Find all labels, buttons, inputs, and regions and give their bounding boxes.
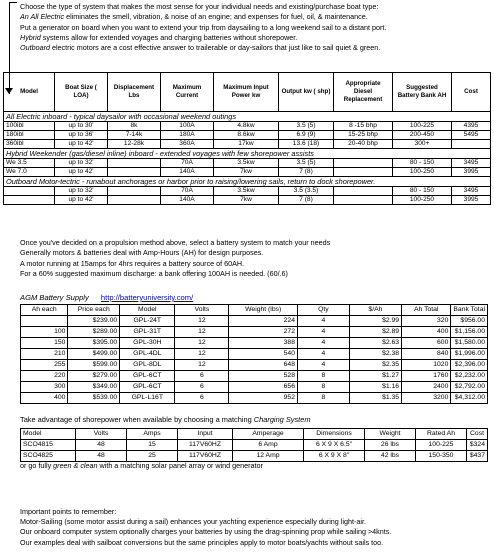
cell: GPL-8DL: [120, 360, 175, 371]
cell: 42 lbs: [365, 451, 416, 462]
cell: 320: [402, 316, 451, 327]
cell: $1.27: [349, 371, 401, 382]
cell: 8: [297, 393, 349, 404]
battery-intro-line-1: Once you've decided on a propulsion method above, select a battery system to match your needs: [20, 238, 331, 247]
cell: 210: [21, 349, 68, 360]
charging-title-em: Charging System: [253, 415, 311, 424]
cell: 952: [229, 393, 298, 404]
section-all-electric: [4, 112, 491, 122]
cell: 4395: [452, 122, 491, 131]
cell: 200-450: [393, 131, 452, 140]
cell: 3.5 (5): [279, 159, 334, 168]
intro-line-4: [20, 33, 490, 43]
cell: 4: [297, 327, 349, 338]
cell: 70A: [161, 187, 214, 196]
cell: 48: [76, 451, 127, 462]
cell: $1,996.00: [451, 349, 488, 360]
cell: GPL-4DL: [120, 349, 175, 360]
cell: 13.6 (18): [279, 140, 334, 149]
cell: 100: [21, 327, 68, 338]
cell: 6: [175, 382, 229, 393]
cell: 3.5kw: [214, 159, 279, 168]
cell: 7 (8): [279, 168, 334, 177]
cell: $1.16: [349, 382, 401, 393]
cell: $2,792.00: [451, 382, 488, 393]
intro-line-5-rest: electric motors are a cost effective answer to trailerable or day-sailors that just like to sail quiet & green.: [49, 43, 381, 53]
chg-col-volts: Volts: [76, 429, 127, 440]
col-output: Output kw ( shp): [279, 73, 334, 112]
intro-line-5: [20, 43, 490, 53]
green-rest: with a matching solar panel array or wind generator: [97, 461, 263, 470]
cell: $1,580.00: [451, 338, 488, 349]
cell: [108, 196, 161, 205]
cell: 7-14k: [108, 131, 161, 140]
cell: SCO4815: [21, 440, 76, 451]
section-outboard: [4, 177, 491, 187]
cell: 12: [175, 338, 229, 349]
cell: [334, 168, 393, 177]
cell: 300: [21, 382, 68, 393]
cell: [334, 187, 393, 196]
cell: 6: [175, 371, 229, 382]
cell: 15-25 bhp: [334, 131, 393, 140]
cell: 6 X 9 X 6.5": [304, 440, 365, 451]
agm-header-row: [21, 305, 488, 316]
notes-line-1: Motor-Sailing (some motor assist during a sail) enhances your yachting experience especially during light-air.: [20, 517, 366, 527]
cell: 4: [297, 349, 349, 360]
cell: [334, 159, 393, 168]
cell: [108, 159, 161, 168]
cell: 80 - 150: [393, 187, 452, 196]
intro-text: [20, 2, 490, 53]
cell: 8.6kw: [214, 131, 279, 140]
cell: $599.00: [68, 360, 120, 371]
cell: 12: [175, 349, 229, 360]
cell: SCO4825: [21, 451, 76, 462]
table-row: [21, 382, 488, 393]
cell: GPL-L16T: [120, 393, 175, 404]
table-row: [21, 327, 488, 338]
cell: 15: [127, 440, 178, 451]
cell: 4.8kw: [214, 122, 279, 131]
cell: [334, 196, 393, 205]
cell: We 3.5: [4, 159, 55, 168]
green-prefix: or go fully: [20, 461, 54, 470]
chg-col-cost: Cost: [467, 429, 488, 440]
cell: GPL-24T: [120, 316, 175, 327]
cell: up to 32': [55, 159, 108, 168]
battery-intro: [20, 238, 330, 279]
cell: 7kw: [214, 196, 279, 205]
col-displacement: Displacement Lbs: [108, 73, 161, 112]
cell: 140A: [161, 168, 214, 177]
chg-col-amps: Amps: [127, 429, 178, 440]
cell: 12 Amp: [233, 451, 304, 462]
agm-col-price: Price each: [68, 305, 120, 316]
cell: 400: [21, 393, 68, 404]
battery-intro-line-3: A motor running at 15amps for 4hrs requires a battery source of 60AH.: [20, 258, 245, 268]
section-title: Hybrid Weekender (gas/diesel inline) inboard - extended voyages with few shorepower assists: [4, 149, 491, 159]
cell: 180ibl: [4, 131, 55, 140]
cell: 4: [297, 360, 349, 371]
battery-intro-line-4: For a 60% suggested maximum discharge: a bank offering 100AH is needed. (60/.6): [20, 268, 288, 278]
cell: 648: [229, 360, 298, 371]
intro-all-electric: An All Electric: [20, 12, 65, 22]
cell: GPL-30H: [120, 338, 175, 349]
charging-heading: [20, 415, 310, 424]
cell: 6: [175, 393, 229, 404]
battery-university-link[interactable]: http://batteryuniversity.com/: [100, 293, 194, 302]
cell: 4: [297, 316, 349, 327]
table-row: [21, 393, 488, 404]
notes-line-3: Our examples deal with sailboat conversions but the same principles apply to motor boats/yachts without sails too.: [20, 537, 384, 547]
agm-title: AGM Battery Supply: [20, 293, 89, 302]
cell: $956.00: [451, 316, 488, 327]
cell: 272: [229, 327, 298, 338]
cell: 3995: [452, 168, 491, 177]
cell: 840: [402, 349, 451, 360]
battery-intro-line-2: Generally motors & batteries deal with Amp-Hours (AH) for design purposes.: [20, 248, 264, 258]
charging-header-row: [21, 429, 488, 440]
chg-col-weight: Weight: [365, 429, 416, 440]
col-boat-size: Boat Size ( LOA): [55, 73, 108, 112]
cell: up to 42': [55, 168, 108, 177]
cell: 300+: [393, 140, 452, 149]
cell: 117V60HZ: [178, 451, 233, 462]
agm-col-weight: Weight (lbs): [229, 305, 298, 316]
cell: $2,232.00: [451, 371, 488, 382]
cell: 8: [297, 382, 349, 393]
cell: 400: [402, 327, 451, 338]
cell: 80 - 150: [393, 159, 452, 168]
cell: 388: [229, 338, 298, 349]
cell: 255: [21, 360, 68, 371]
cell: 1020: [402, 360, 451, 371]
cell: 150: [21, 338, 68, 349]
cell: GPL-6CT: [120, 382, 175, 393]
cell: 25: [127, 451, 178, 462]
cell: 3.5 (3.5): [279, 187, 334, 196]
table-row: [21, 371, 488, 382]
cell: 12: [175, 327, 229, 338]
table-row: [4, 196, 491, 205]
intro-outboard: Outboard: [20, 43, 50, 53]
cell: 528: [229, 371, 298, 382]
chg-col-amperage: Amperage: [233, 429, 304, 440]
cell: $349.00: [68, 382, 120, 393]
systems-header-row: [4, 73, 491, 112]
cell: up to 30': [55, 122, 108, 131]
cell: 4: [297, 338, 349, 349]
intro-line-3: Put a generator on board when you want to extend your trip from daysailing to a long weekend sail to a distant port.: [20, 22, 387, 32]
cell: $289.00: [68, 327, 120, 338]
cell: $499.00: [68, 349, 120, 360]
cell: up to 42': [55, 196, 108, 205]
table-row: [21, 338, 488, 349]
agm-table: [20, 304, 488, 404]
chg-col-model: Model: [21, 429, 76, 440]
cell: 20-40 bhp: [334, 140, 393, 149]
cell: 8k: [108, 122, 161, 131]
cell: up to 32': [55, 187, 108, 196]
cell: 8 -15 bhp: [334, 122, 393, 131]
charging-table: [20, 428, 488, 462]
cell: 70A: [161, 159, 214, 168]
cell: $4,312.00: [451, 393, 488, 404]
intro-line-2: [20, 12, 490, 22]
intro-line-4-rest: systems allow for extended voyages and charging batteries without shorepower.: [40, 32, 298, 42]
cell: 17kw: [214, 140, 279, 149]
important-notes: [20, 507, 391, 548]
table-row: [4, 168, 491, 177]
charging-title-prefix: Take advantage of shorepower when available by choosing a matching: [20, 415, 252, 424]
chg-col-rated-ah: Rated Ah: [416, 429, 467, 440]
green-em: green & clean: [53, 461, 98, 470]
cell: 6 X 9 X 8": [304, 451, 365, 462]
cell: 100-225: [416, 440, 467, 451]
chg-col-input: Input: [178, 429, 233, 440]
cell: 100-250: [393, 196, 452, 205]
cell: 540: [229, 349, 298, 360]
cell: up to 36': [55, 131, 108, 140]
table-row: [4, 140, 491, 149]
notes-line-2: Our onboard computer system optionally charges your batteries by using the drag-spinning prop while sailing >4knts.: [20, 527, 392, 537]
cell: $539.00: [68, 393, 120, 404]
table-row: [21, 440, 488, 451]
cell: 2400: [402, 382, 451, 393]
cell: 3495: [452, 159, 491, 168]
col-battery-bank: Suggested Battery Bank AH: [393, 73, 452, 112]
cell: [4, 187, 55, 196]
cell: 48: [76, 440, 127, 451]
cell: [4, 196, 55, 205]
cell: 26 lbs: [365, 440, 416, 451]
cell: 180A: [161, 131, 214, 140]
cell: $395.00: [68, 338, 120, 349]
cell: 6.9 (9): [279, 131, 334, 140]
cell: 12: [175, 316, 229, 327]
cell: 117V60HZ: [178, 440, 233, 451]
cell: GPL-6CT: [120, 371, 175, 382]
systems-table: [3, 72, 491, 205]
table-row: [4, 122, 491, 131]
cell: 100-250: [393, 168, 452, 177]
cell: 5495: [452, 131, 491, 140]
cell: 6 Amp: [233, 440, 304, 451]
cell: 600: [402, 338, 451, 349]
cell: $2.35: [349, 360, 401, 371]
table-row: [21, 451, 488, 462]
col-model: Model: [4, 73, 55, 112]
cell: 220: [21, 371, 68, 382]
table-row: [21, 349, 488, 360]
chg-col-dimensions: Dimensions: [304, 429, 365, 440]
cell: $2,396.00: [451, 360, 488, 371]
cell: [108, 187, 161, 196]
cell: $1,156.00: [451, 327, 488, 338]
cell: 100A: [161, 122, 214, 131]
intro-hybrid: Hybrid: [20, 32, 41, 42]
cell: 656: [229, 382, 298, 393]
notes-heading: Important points to remember:: [20, 507, 117, 516]
cell: $2.63: [349, 338, 401, 349]
table-row: [21, 360, 488, 371]
cell: 100-225: [393, 122, 452, 131]
cell: 12-28k: [108, 140, 161, 149]
cell: 12: [175, 360, 229, 371]
cell: 140A: [161, 196, 214, 205]
cell: 3495: [452, 187, 491, 196]
agm-col-ah-each: Ah each: [21, 305, 68, 316]
cell: 3.5kw: [214, 187, 279, 196]
cell: 150-350: [416, 451, 467, 462]
cell: We 7.0: [4, 168, 55, 177]
agm-col-qty: Qty: [297, 305, 349, 316]
table-row: [4, 131, 491, 140]
cell: [108, 168, 161, 177]
cell: 100ibl: [4, 122, 55, 131]
cell: $239.00: [68, 316, 120, 327]
agm-heading: [20, 293, 193, 302]
section-title: All Electric inboard - typical daysailor with occasional weekend outings: [4, 112, 491, 122]
intro-line-2-rest: eliminates the smell, vibration, & noise of an engine; and expenses for fuel, oil, & maintenance.: [64, 12, 368, 22]
cell: 3200: [402, 393, 451, 404]
cell: $279.00: [68, 371, 120, 382]
cell: $437: [467, 451, 488, 462]
cell: 3.5 (5): [279, 122, 334, 131]
table-row: [4, 187, 491, 196]
agm-col-per-ah: $/Ah: [349, 305, 401, 316]
cell: 224: [229, 316, 298, 327]
cell: 360A: [161, 140, 214, 149]
agm-col-ah-total: Ah Total: [402, 305, 451, 316]
cell: 360ibl: [4, 140, 55, 149]
agm-col-bank-total: Bank Total: [451, 305, 488, 316]
cell: $324: [467, 440, 488, 451]
section-hybrid: [4, 149, 491, 159]
agm-col-volts: Volts: [175, 305, 229, 316]
cell: 7kw: [214, 168, 279, 177]
agm-col-model: Model: [120, 305, 175, 316]
section-title: Outboard Motor-tectric - runabout anchorages or harbor prior to raising/lowering sails, return to dock shorepower.: [4, 177, 491, 187]
col-max-input: Maximum Input Power kw: [214, 73, 279, 112]
col-cost: Cost: [452, 73, 491, 112]
table-row: [4, 159, 491, 168]
cell: 3995: [452, 196, 491, 205]
cell: $2.38: [349, 349, 401, 360]
cell: $2.99: [349, 316, 401, 327]
cell: up to 42': [55, 140, 108, 149]
cell: [452, 140, 491, 149]
cell: GPL-31T: [120, 327, 175, 338]
flow-arrow-top: [9, 2, 17, 3]
cell: 8: [297, 371, 349, 382]
table-row: [21, 316, 488, 327]
col-diesel: Appropriate Diesel Replacement: [334, 73, 393, 112]
cell: 1760: [402, 371, 451, 382]
col-max-current: Maximum Current: [161, 73, 214, 112]
cell: $2.89: [349, 327, 401, 338]
cell: $1.35: [349, 393, 401, 404]
cell: [21, 316, 68, 327]
cell: 7 (8): [279, 196, 334, 205]
intro-line-1: Choose the type of system that makes the most sense for your individual needs and existing/purchase boat type:: [20, 2, 379, 11]
green-option-text: [20, 461, 263, 470]
